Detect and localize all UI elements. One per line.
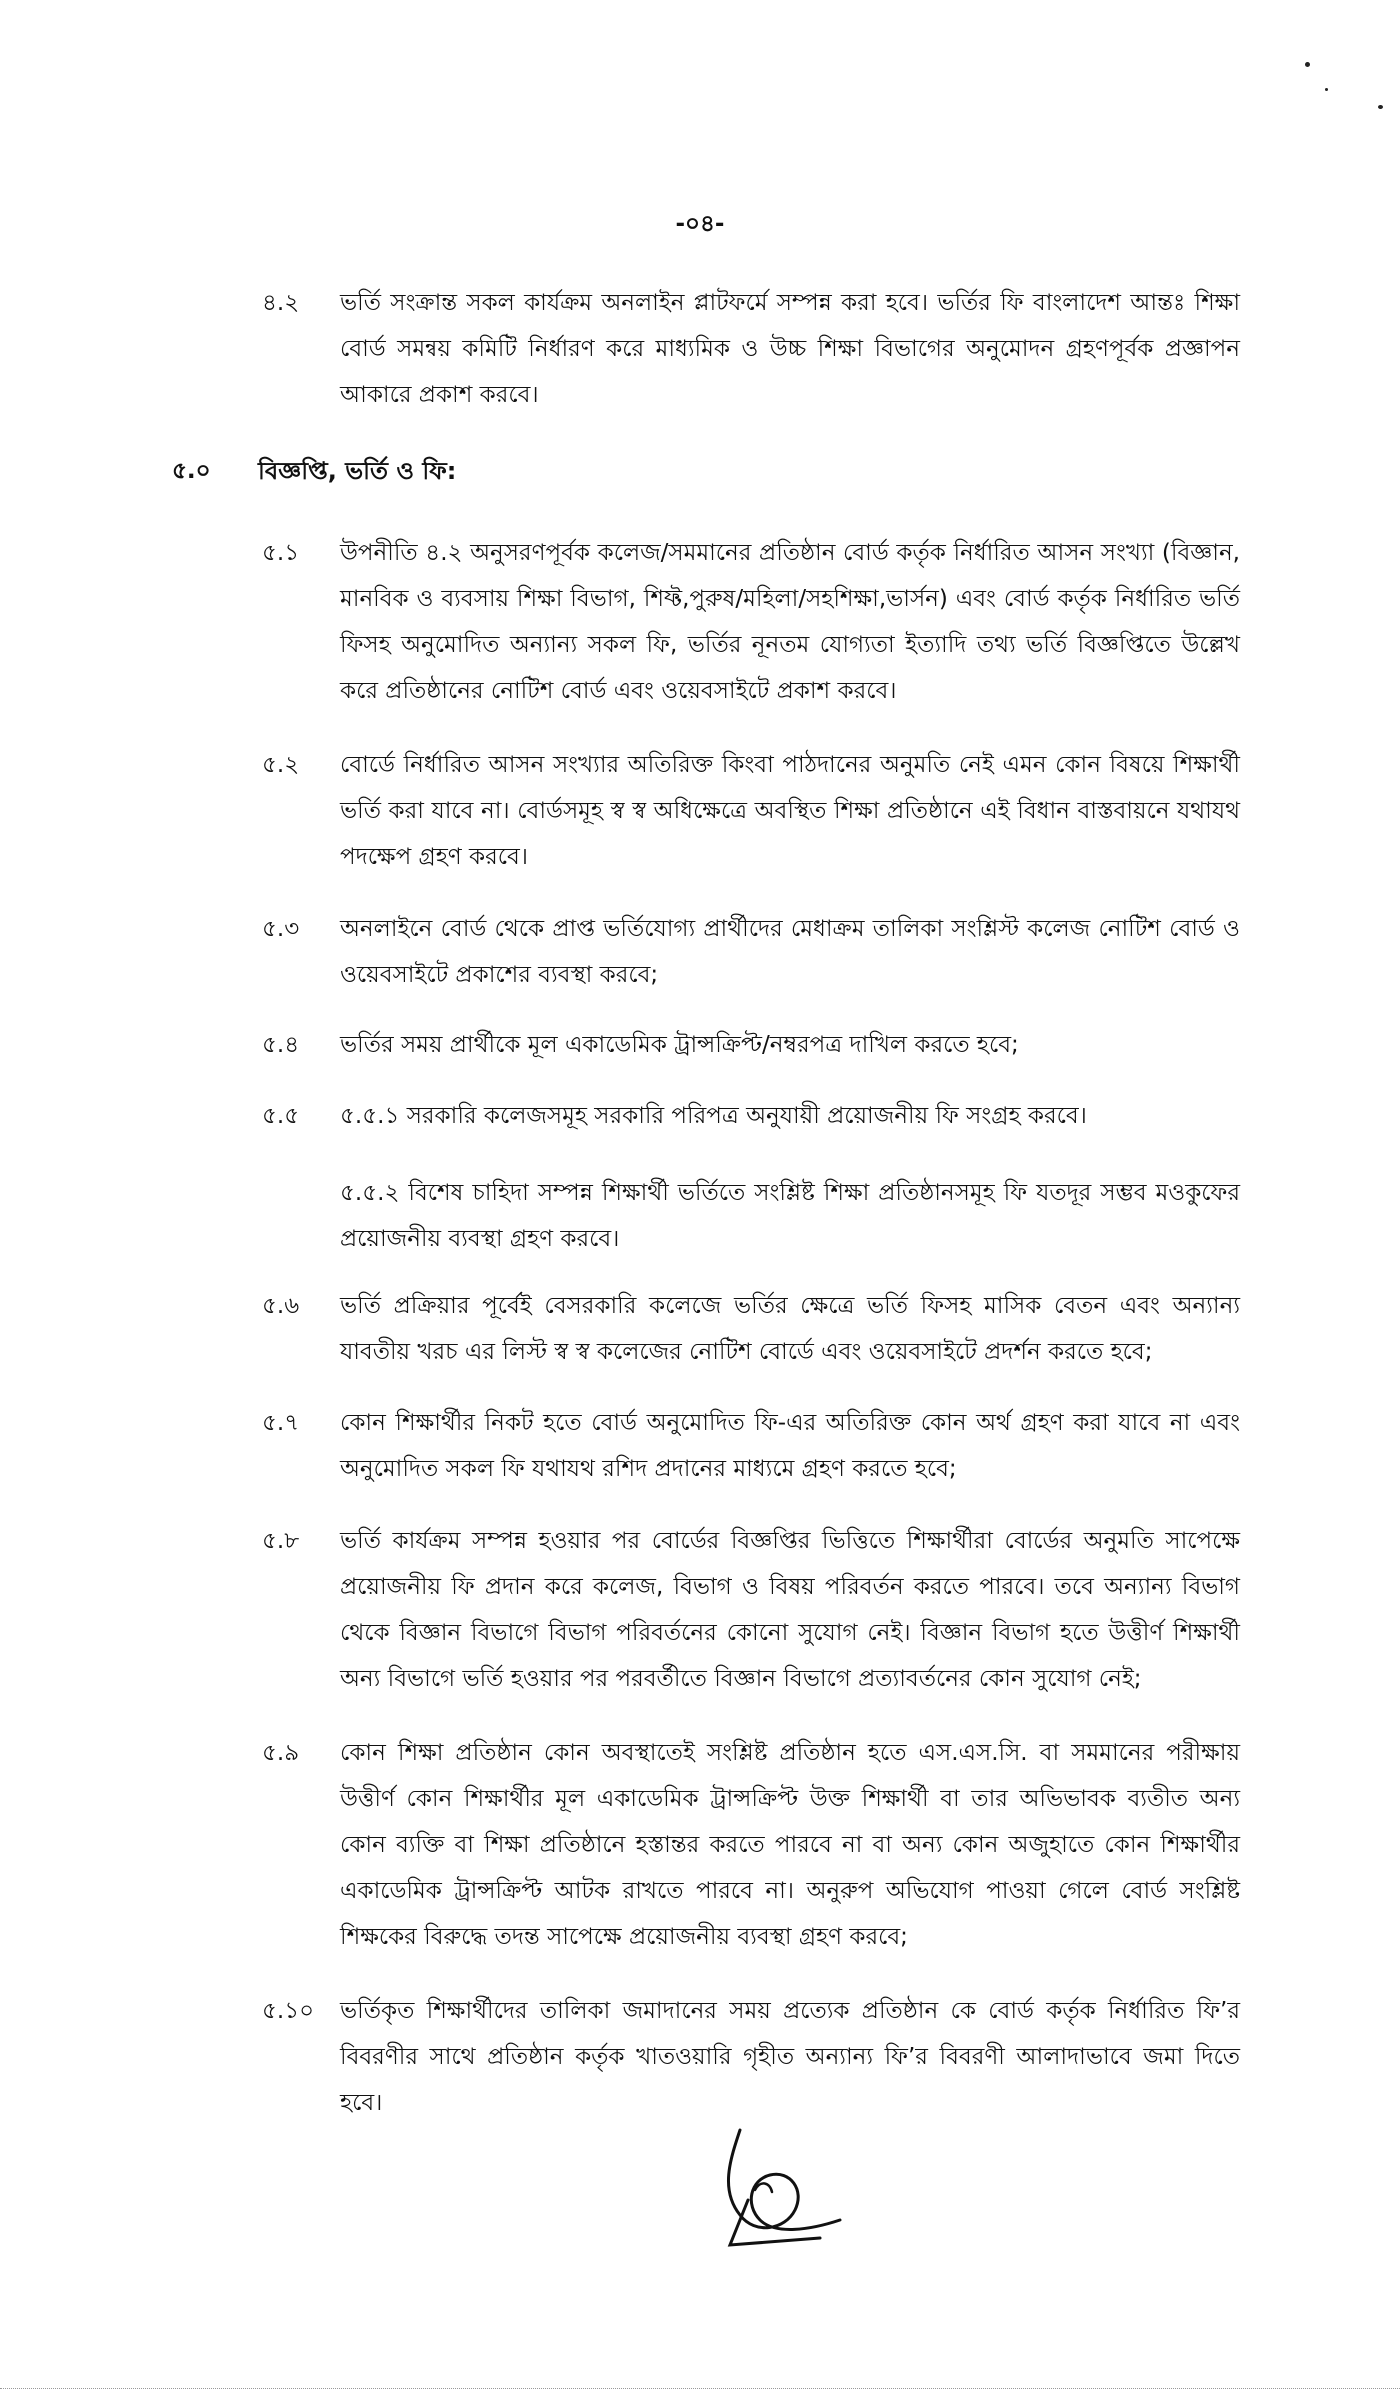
clause-text: ভর্তি সংক্রান্ত সকল কার্যক্রম অনলাইন প্লাটফর্মে সম্পন্ন করা হবে। ভর্তির ফি বাংলাদেশ আন্তঃ শিক্ষা বোর্ড সমন্বয় কমিটি নির্ধারণ করে মাধ্যমিক ও উচ্চ শিক্ষা বিভাগের অনুমোদন গ্রহণপূর্বক প্রজ্ঞাপন আকারে প্রকাশ করবে। bbox=[340, 290, 1240, 408]
signature bbox=[700, 2120, 880, 2270]
page-number: -০৪- bbox=[675, 211, 725, 237]
sub-clause-text: ৫.৫.২ বিশেষ চাহিদা সম্পন্ন শিক্ষার্থী ভর্তিতে সংশ্লিষ্ট শিক্ষা প্রতিষ্ঠানসমূহ ফি যতদূর সম্ভব মওকুফের প্রয়োজনীয় ব্যবস্থা গ্রহণ করবে। bbox=[340, 1180, 1240, 1252]
clause-text: ভর্তি কার্যক্রম সম্পন্ন হওয়ার পর বোর্ডের বিজ্ঞপ্তির ভিত্তিতে শিক্ষার্থীরা বোর্ডের অনুমতি সাপেক্ষে প্রয়োজনীয় ফি প্রদান করে কলেজ, বিভাগ ও বিষয় পরিবর্তন করতে পারবে। তবে অন্যান্য বিভাগ থেকে বিজ্ঞান বিভাগে বিভাগ পরিবর্তনের কোনো সুযোগ নেই। বিজ্ঞান বিভাগ হতে উত্তীর্ণ শিক্ষার্থী অন্য বিভাগে ভর্তি হওয়ার পর পরবর্তীতে বিজ্ঞান বিভাগে প্রত্যাবর্তনের কোন সুযোগ নেই; bbox=[340, 1528, 1240, 1692]
clause-text: ভর্তির সময় প্রার্থীকে মূল একাডেমিক ট্রান্সক্রিপ্ট/নম্বরপত্র দাখিল করতে হবে; bbox=[340, 1032, 1019, 1058]
scan-speck bbox=[1305, 62, 1310, 67]
clause-number: ৫.৪ bbox=[262, 1032, 300, 1058]
clause-number: ৫.৯ bbox=[262, 1740, 300, 1766]
clause-number: ৫.৬ bbox=[262, 1293, 300, 1319]
clause-text: বোর্ডে নির্ধারিত আসন সংখ্যার অতিরিক্ত কিংবা পাঠদানের অনুমতি নেই এমন কোন বিষয়ে শিক্ষার্থী ভর্তি করা যাবে না। বোর্ডসমূহ স্ব স্ব অধিক্ষেত্রে অবস্থিত শিক্ষা প্রতিষ্ঠানে এই বিধান বাস্তবায়নে যথাযথ পদক্ষেপ গ্রহণ করবে। bbox=[340, 752, 1240, 870]
section-heading: বিজ্ঞপ্তি, ভর্তি ও ফি: bbox=[258, 457, 457, 485]
clause-number: ৫.৫ bbox=[262, 1103, 300, 1129]
clause-text: ৫.৫.১ সরকারি কলেজসমূহ সরকারি পরিপত্র অনুযায়ী প্রয়োজনীয় ফি সংগ্রহ করবে। bbox=[340, 1103, 1087, 1129]
scan-bottom-edge bbox=[0, 2388, 1400, 2395]
section-number: ৫.০ bbox=[172, 458, 211, 484]
scan-speck bbox=[1325, 88, 1328, 91]
clause-text: কোন শিক্ষার্থীর নিকট হতে বোর্ড অনুমোদিত ফি-এর অতিরিক্ত কোন অর্থ গ্রহণ করা যাবে না এবং অনুমোদিত সকল ফি যথাযথ রশিদ প্রদানের মাধ্যমে গ্রহণ করতে হবে; bbox=[340, 1410, 1240, 1482]
clause-number: ৫.৮ bbox=[262, 1528, 300, 1554]
clause-number: ৫.৩ bbox=[262, 916, 300, 942]
clause-number: ৫.৭ bbox=[262, 1410, 300, 1436]
clause-number: ৫.১ bbox=[262, 540, 300, 566]
clause-text: কোন শিক্ষা প্রতিষ্ঠান কোন অবস্থাতেই সংশ্লিষ্ট প্রতিষ্ঠান হতে এস.এস.সি. বা সমমানের পরীক্ষায় উত্তীর্ণ কোন শিক্ষার্থীর মূল একাডেমিক ট্রান্সক্রিপ্ট উক্ত শিক্ষার্থী বা তার অভিভাবক ব্যতীত অন্য কোন ব্যক্তি বা শিক্ষা প্রতিষ্ঠানে হস্তান্তর করতে পারবে না বা অন্য কোন অজুহাতে কোন শিক্ষার্থীর একাডেমিক ট্রান্সক্রিপ্ট আটক রাখতে পারবে না। অনুরুপ অভিযোগ পাওয়া গেলে বোর্ড সংশ্লিষ্ট শিক্ষকের বিরুদ্ধে তদন্ত সাপেক্ষে প্রয়োজনীয় ব্যবস্থা গ্রহণ করবে; bbox=[340, 1740, 1240, 1950]
scan-speck bbox=[1378, 105, 1383, 109]
clause-text: ভর্তি প্রক্রিয়ার পূর্বেই বেসরকারি কলেজে ভর্তির ক্ষেত্রে ভর্তি ফিসহ মাসিক বেতন এবং অন্যান্য যাবতীয় খরচ এর লিস্ট স্ব স্ব কলেজের নোটিশ বোর্ডে এবং ওয়েবসাইটে প্রদর্শন করতে হবে; bbox=[340, 1293, 1240, 1365]
clause-text: অনলাইনে বোর্ড থেকে প্রাপ্ত ভর্তিযোগ্য প্রার্থীদের মেধাক্রম তালিকা সংশ্লিস্ট কলেজ নোটিশ বোর্ড ও ওয়েবসাইটে প্রকাশের ব্যবস্থা করবে; bbox=[340, 916, 1240, 988]
clause-text: ভর্তিকৃত শিক্ষার্থীদের তালিকা জমাদানের সময় প্রত্যেক প্রতিষ্ঠান কে বোর্ড কর্তৃক নির্ধারিত ফি’র বিবরণীর সাথে প্রতিষ্ঠান কর্তৃক খাতওয়ারি গৃহীত অন্যান্য ফি’র বিবরণী আলাদাভাবে জমা দিতে হবে। bbox=[340, 1998, 1240, 2116]
clause-number: ৫.১০ bbox=[262, 1998, 315, 2024]
clause-number: ৪.২ bbox=[262, 290, 300, 316]
clause-text: উপনীতি ৪.২ অনুসরণপূর্বক কলেজ/সমমানের প্রতিষ্ঠান বোর্ড কর্তৃক নির্ধারিত আসন সংখ্যা (বিজ্ঞান, মানবিক ও ব্যবসায় শিক্ষা বিভাগ, শিফ্ট,পুরুষ/মহিলা/সহশিক্ষা,ভার্সন) এবং বোর্ড কর্তৃক নির্ধারিত ভর্তি ফিসহ অনুমোদিত অন্যান্য সকল ফি, ভর্তির নূনতম যোগ্যতা ইত্যাদি তথ্য ভর্তি বিজ্ঞপ্তিতে উল্লেখ করে প্রতিষ্ঠানের নোটিশ বোর্ড এবং ওয়েবসাইটে প্রকাশ করবে। bbox=[340, 540, 1240, 704]
clause-number: ৫.২ bbox=[262, 752, 300, 778]
